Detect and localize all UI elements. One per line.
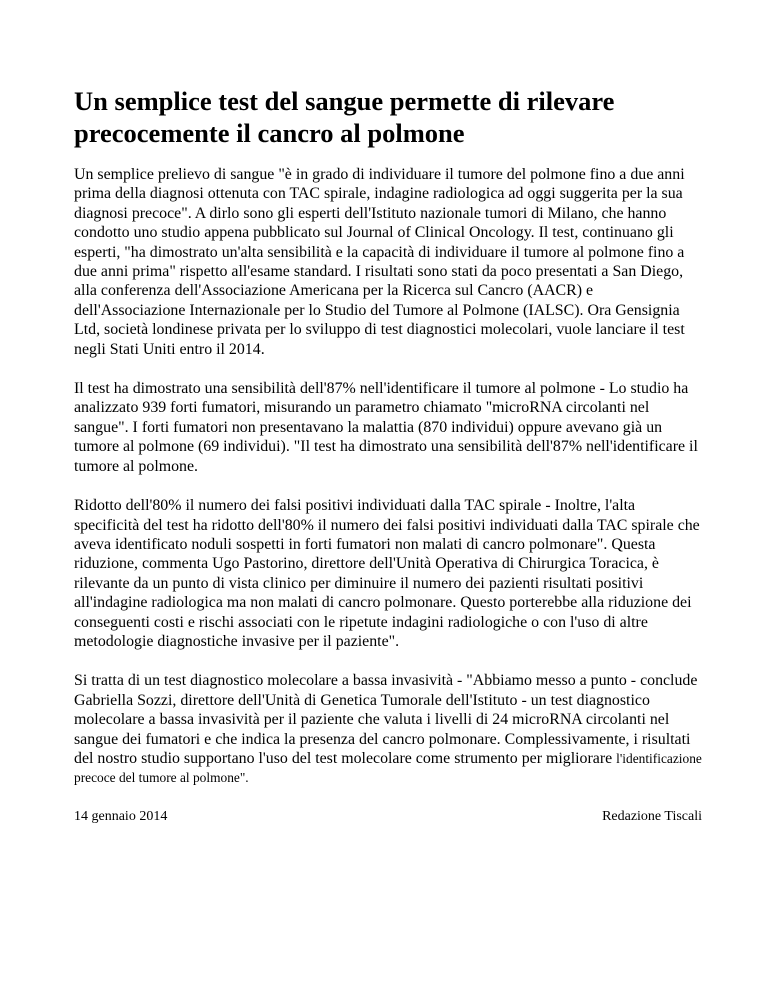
article-paragraph: Un semplice prelievo di sangue "è in grado di individuare il tumore del polmone fino a due anni prima della diagnosi ottenuta con TAC spirale, indagine radiologica ad oggi suggerita per la sua diagnosi precoce". A dirlo sono gli esperti dell'Istituto nazionale tumori di Milano, che hanno condotto uno studio appena pubblicato sul Journal of Clinical Oncology. Il test, continuano gli esperti, "ha dimostrato un'alta sensibilità e la capacità di individuare il tumore al polmone fino a due anni prima" rispetto all'esame standard. I risultati sono stati da poco presentati a San Diego, alla conferenza dell'Associazione Americana per la Ricerca sul Cancro (AACR) e dell'Associazione Internazionale per lo Studio del Tumore al Polmone (IALSC). Ora Gensignia Ltd, società londinese privata per lo sviluppo di test diagnostici molecolari, vuole lanciare il test negli Stati Uniti entro il 2014. [74, 166, 685, 358]
article-paragraph: Il test ha dimostrato una sensibilità dell'87% nell'identificare il tumore al polmone - Lo studio ha analizzato 939 forti fumatori, misurando un parametro chiamato "microRNA circolanti nel sangue". I forti fumatori non presentavano la malattia (870 individui) oppure avevano già un tumore al polmone (69 individui). "Il test ha dimostrato una sensibilità dell'87% nell'identificare il tumore al polmone. [74, 380, 698, 475]
article-paragraph-last [74, 671, 702, 787]
article-paragraph: Ridotto dell'80% il numero dei falsi positivi individuati dalla TAC spirale - Inoltre, l'alta specificità del test ha ridotto dell'80% il numero dei falsi positivi individuati dalla TAC spirale che aveva identificato noduli sospetti in forti fumatori non malati di cancro polmonare". Questa riduzione, commenta Ugo Pastorino, direttore dell'Unità Operativa di Chirurgica Toracica, è rilevante da un punto di vista clinico per diminuire il numero dei pazienti risultati positivi all'indagine radiologica ma non malati di cancro polmonare. Questo porterebbe alla riduzione dei conseguenti costi e rischi associati con le ripetute indagini radiologiche o con l'uso di altre metodologie diagnostiche invasive per il paziente". [74, 497, 700, 650]
last-paragraph-small: l'identificazione precoce del tumore al polmone". [74, 750, 702, 786]
last-paragraph-main: Si tratta di un test diagnostico molecolare a bassa invasività - "Abbiamo messo a punto - conclude Gabriella Sozzi, direttore dell'Unità di Genetica Tumorale dell'Istituto - un test diagnostico molecolare a bassa invasività per il paziente che valuta i livelli di 24 microRNA circolanti nel sangue dei fumatori e che indica la presenza del cancro polmonare. Complessivamente, i risultati del nostro studio supportano l'uso del test molecolare come strumento per migliorare [74, 672, 698, 767]
article-title: Un semplice test del sangue permette di rilevare precocemente il cancro al polmone [74, 86, 615, 148]
article-author: Redazione Tiscali [602, 808, 702, 824]
article-footer [74, 808, 702, 826]
article-date: 14 gennaio 2014 [74, 808, 168, 824]
article [74, 85, 702, 826]
